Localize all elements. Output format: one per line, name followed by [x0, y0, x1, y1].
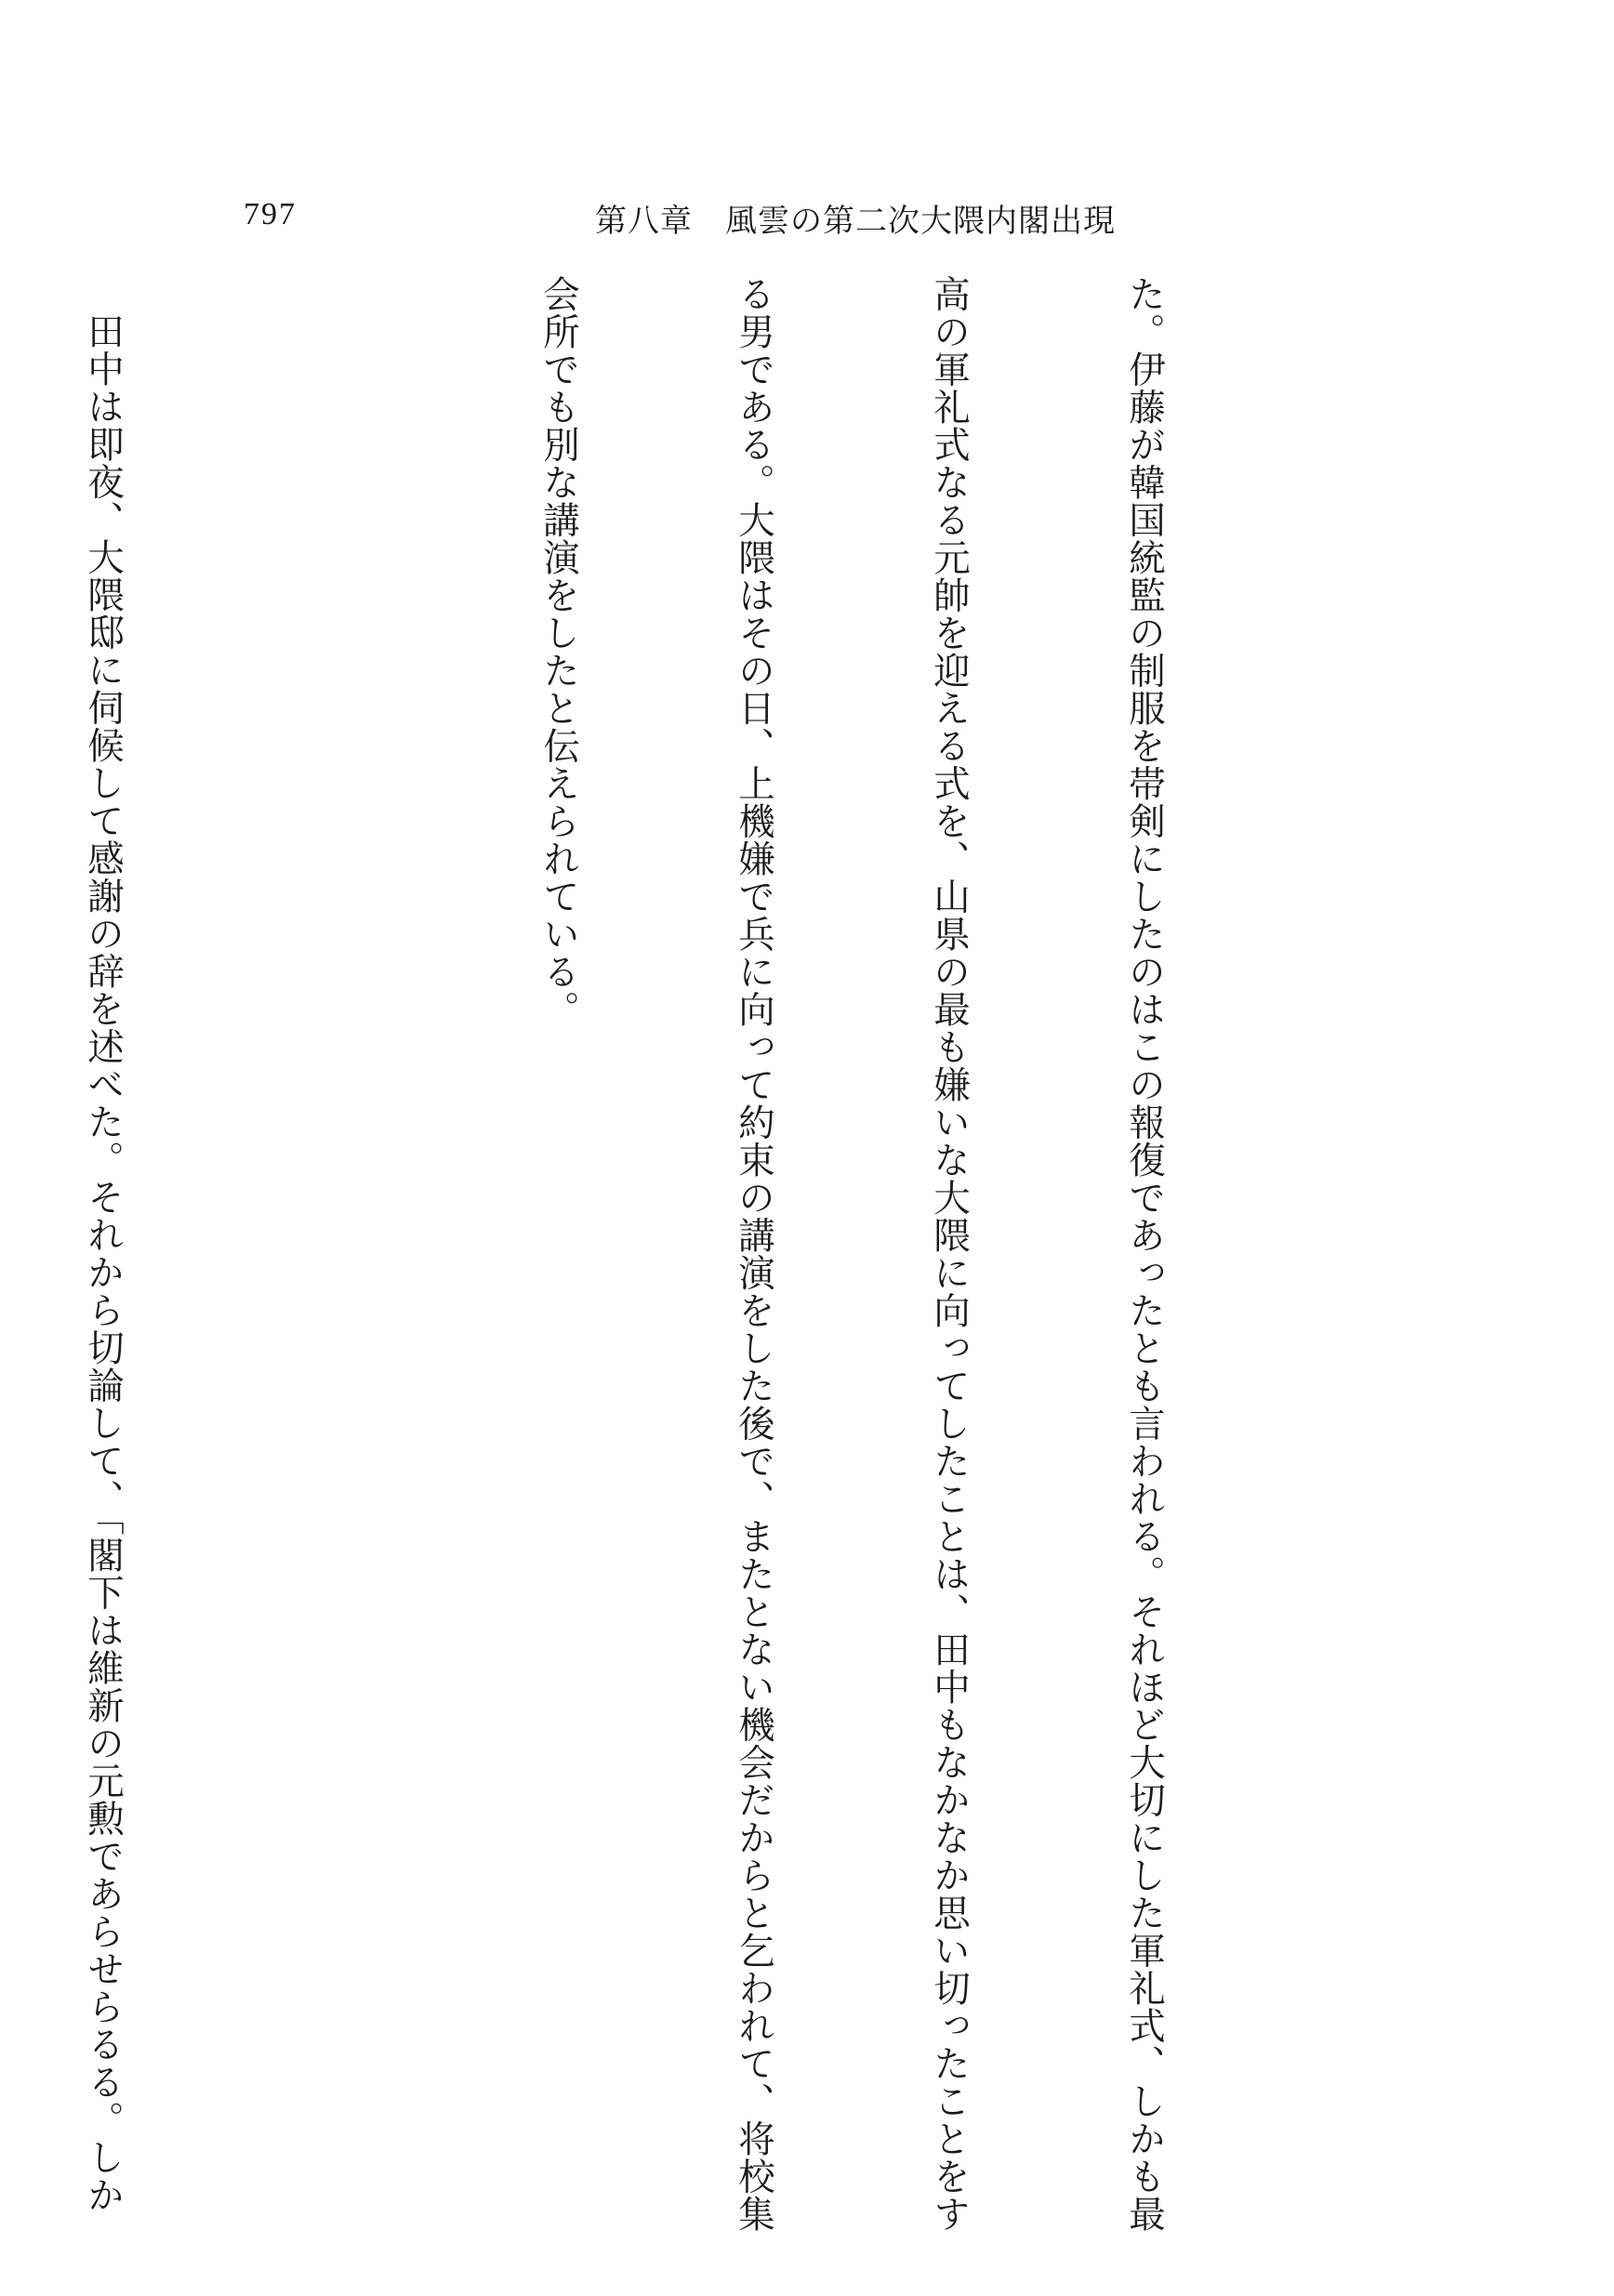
text-line: た。伊藤が韓国統監の制服を帯剣にしたのはこの報復であったとも言われる。それほど大切にした軍礼式、しかも最 [1123, 275, 1166, 2233]
page-number: 797 [244, 197, 297, 231]
text-line: 田中は即夜、大隈邸に伺候して感謝の辞を述べた。それから切論して、「閣下は維新の元勲であらせらるる。しか [82, 312, 125, 2214]
text-line: 高の軍礼式なる元帥を迎える式を、山県の最も嫌いな大隈に向ってしたことは、田中もなかなか思い切ったことをす [928, 275, 971, 2233]
running-header: 第八章 風雲の第二次大隈内閣出現 [595, 203, 1116, 240]
paragraph [396, 275, 1307, 2233]
paragraph [0, 275, 266, 2214]
text-line: 会所でも別な講演をしたと伝えられている。 [537, 275, 580, 1028]
text-line: る男である。大隈はその日、上機嫌で兵に向って約束の講演をした後で、またとない機会だからと乞われて、将校集 [733, 275, 775, 2233]
vertical-text-body [0, 275, 1437, 2233]
